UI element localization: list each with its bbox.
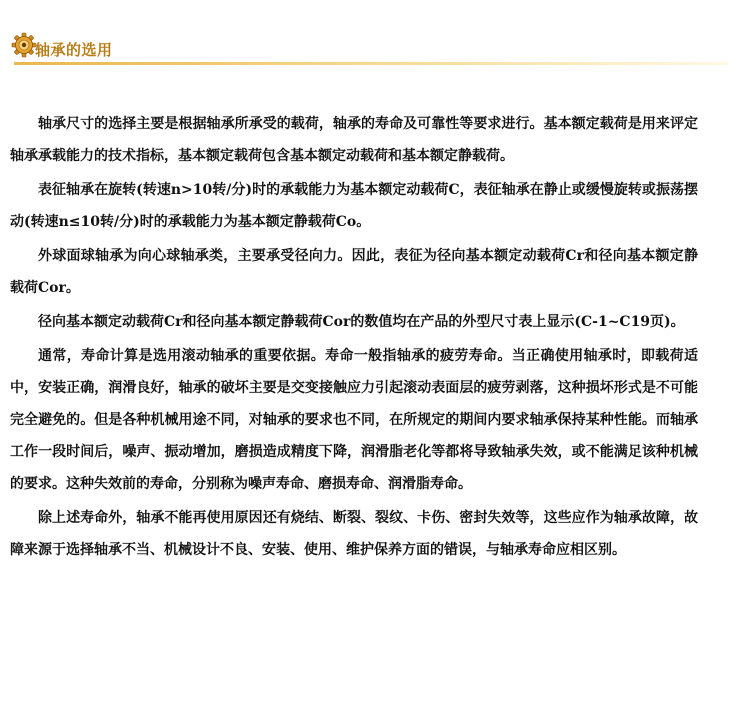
paragraph-bearing-failure: 除上述寿命外，轴承不能再使用原因还有烧结、断裂、裂纹、卡伤、密封失效等，这些应作为轴承故障，故障来源于选择轴承不当、机械设计不良、安装、使用、维护保养方面的错误，与轴承寿命应相区别。 bbox=[10, 510, 698, 558]
page-title: 轴承的选用 bbox=[35, 41, 113, 59]
header-divider bbox=[14, 62, 728, 65]
paragraph-radial-force: 外球面球轴承为向心球轴承类，主要承受径向力。因此，表征为径向基本额定动载荷Cr和径向基本额定静载荷Cor。 bbox=[10, 248, 698, 296]
paragraph-dynamic-static-load: 表征轴承在旋转(转速n>10转/分)时的承载能力为基本额定动载荷C，表征轴承在静止或缓慢旋转或振荡摆动(转速n≤10转/分)时的承载能力为基本额定静载荷Co。 bbox=[10, 182, 698, 230]
paragraph-load-values: 径向基本额定动载荷Cr和径向基本额定静载荷Cor的数值均在产品的外型尺寸表上显示(C-1~C19页)。 bbox=[38, 314, 685, 330]
paragraph-bearing-life: 通常，寿命计算是选用滚动轴承的重要依据。寿命一般指轴承的疲劳寿命。当正确使用轴承时，即载荷适中，安装正确，润滑良好，轴承的破坏主要是交变接触应力引起滚动表面层的疲劳剥落，这种损坏形式是不可能完全避免的。但是各种机械用途不同，对轴承的要求也不同，在所规定的期间内要求轴承保持某种性能。而轴承工作一段时间后，噪声、振动增加，磨损造成精度下降，润滑脂老化等都将导致轴承失效，或不能满足该种机械的要求。这种失效前的寿命，分别称为噪声寿命、磨损寿命、润滑脂寿命。 bbox=[10, 348, 698, 492]
section-header bbox=[8, 28, 730, 68]
paragraph-load-rating: 轴承尺寸的选择主要是根据轴承所承受的载荷，轴承的寿命及可靠性等要求进行。基本额定载荷是用来评定轴承承载能力的技术指标，基本额定载荷包含基本额定动载荷和基本额定静载荷。 bbox=[10, 116, 698, 164]
article-body bbox=[10, 108, 698, 568]
